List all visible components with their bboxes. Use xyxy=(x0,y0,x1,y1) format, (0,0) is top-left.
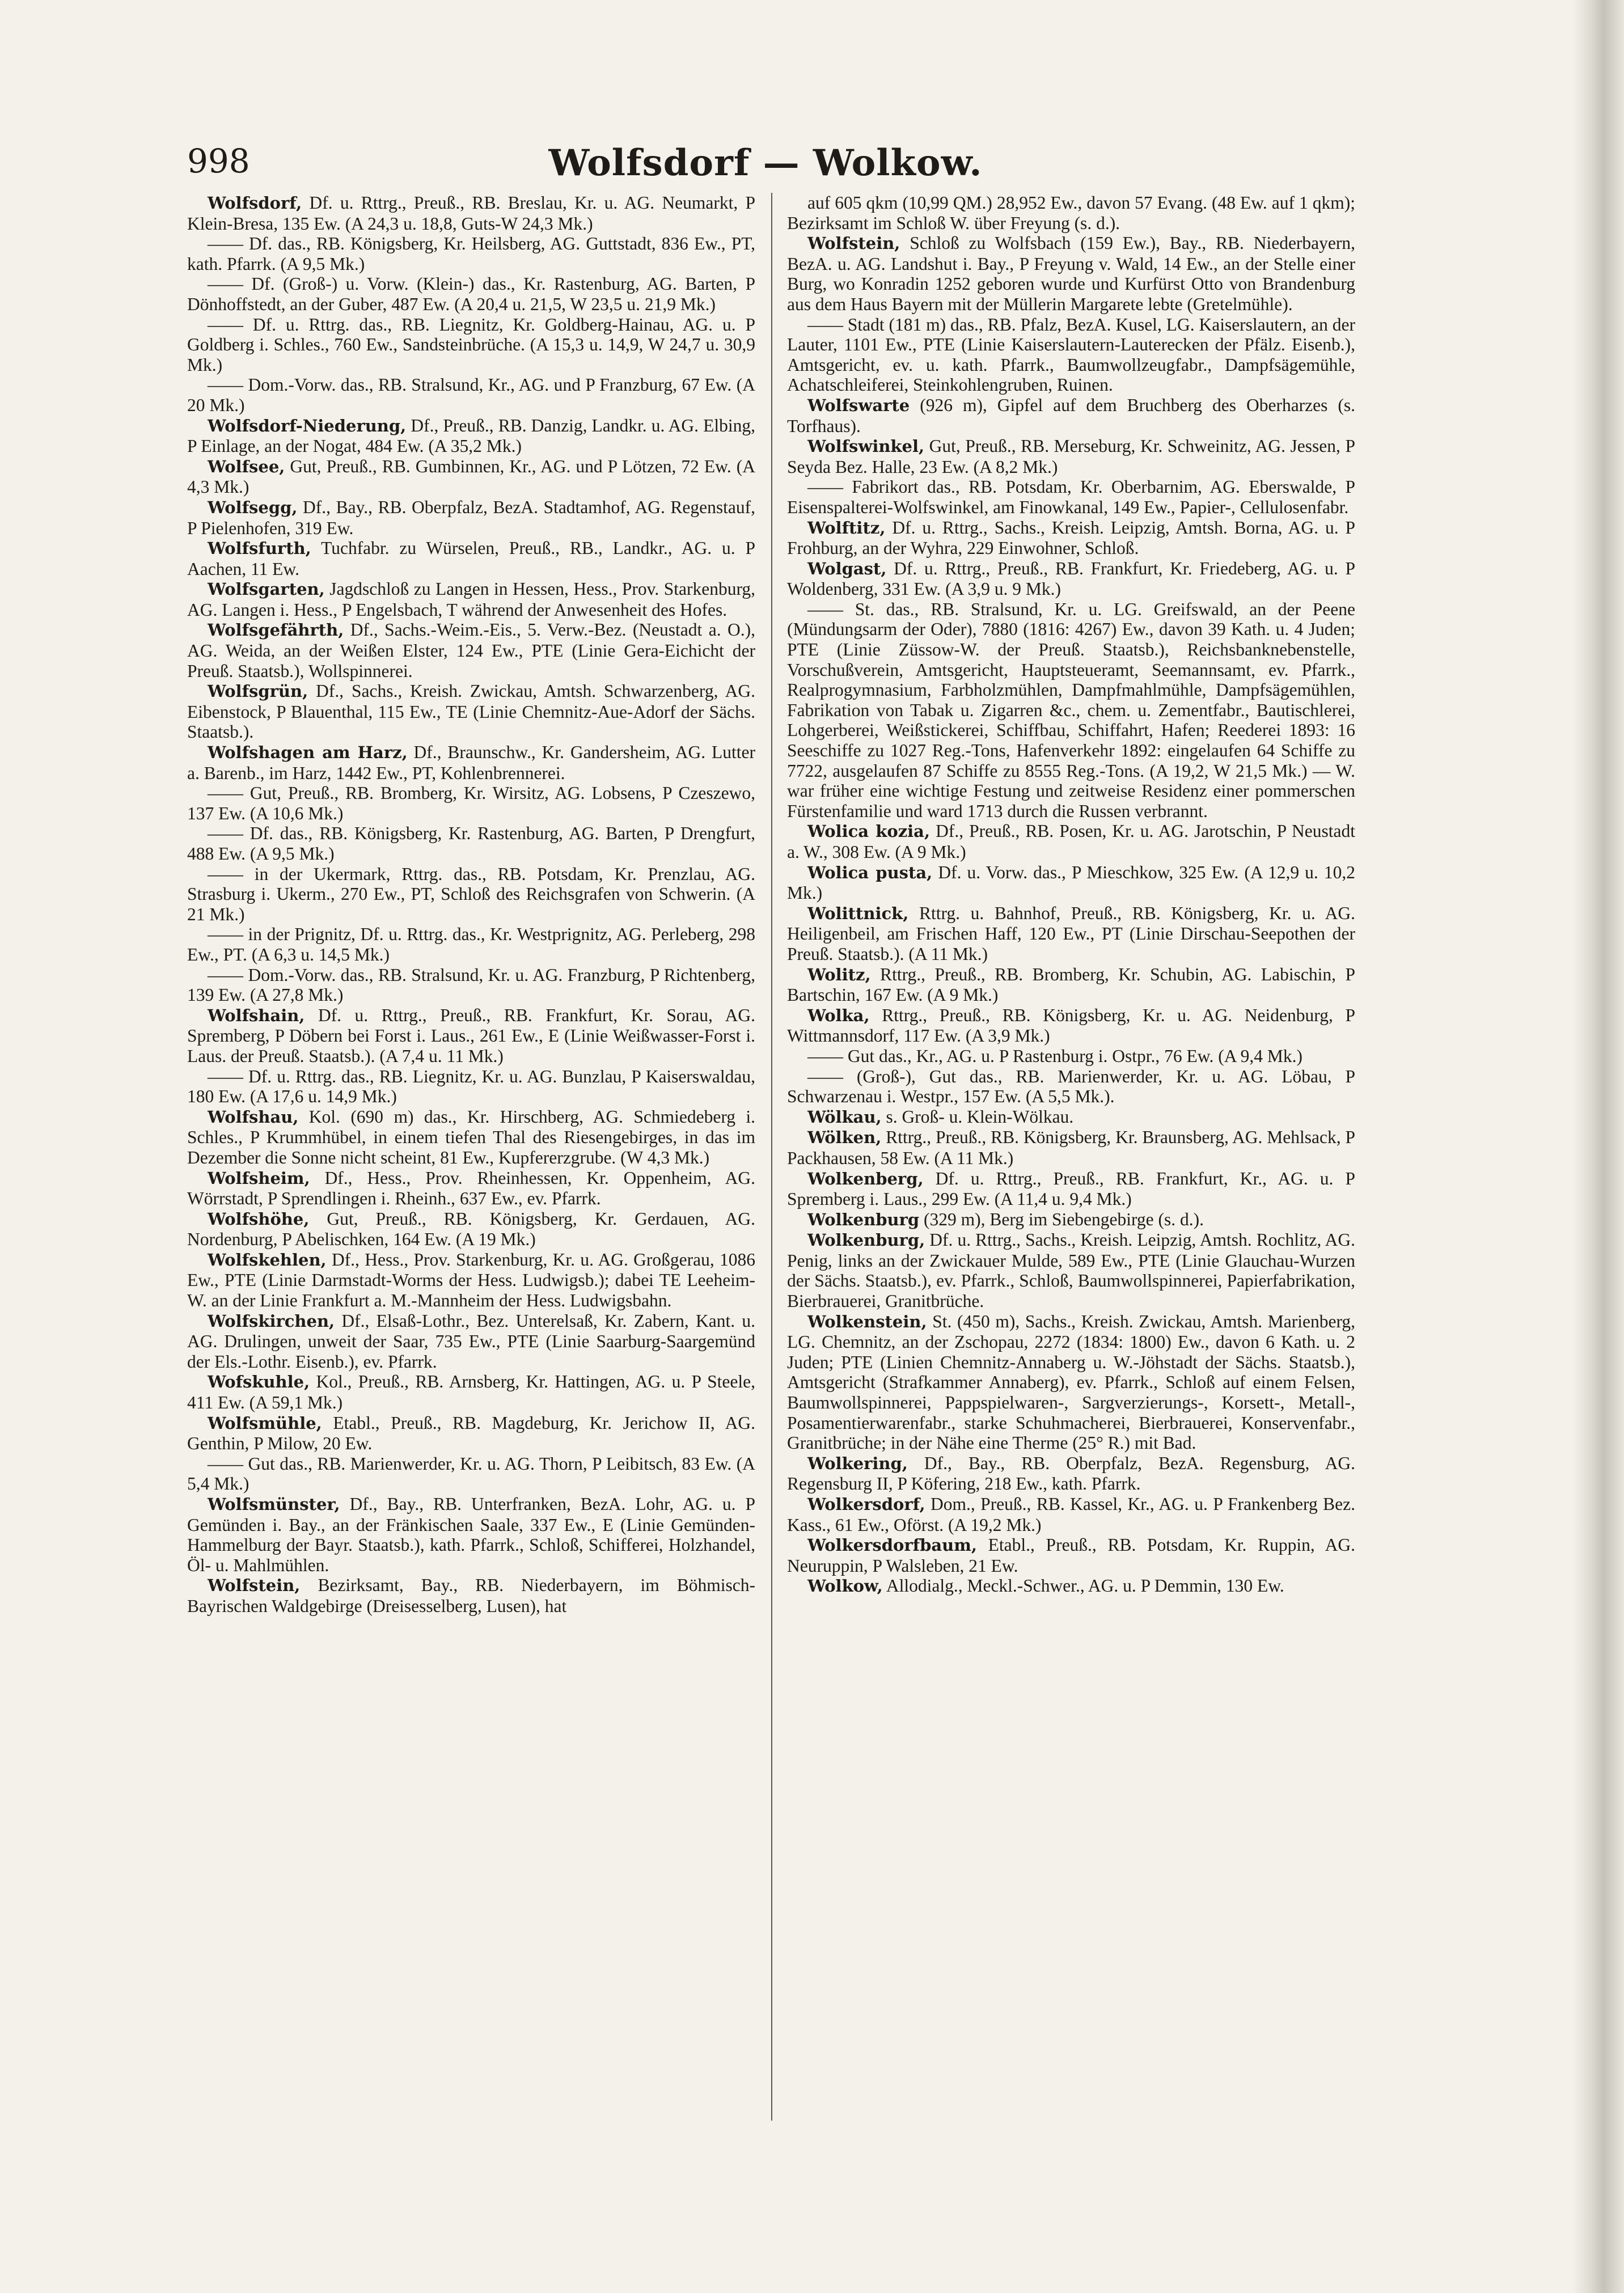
entry-headword: Wolkersdorf, xyxy=(807,1495,925,1514)
dictionary-entry xyxy=(187,1005,755,1067)
left-column xyxy=(187,193,755,2121)
entry-headword: Wolfskehlen, xyxy=(208,1250,327,1270)
entry-text: —— Gut das., RB. Marienwerder, Kr. u. AG. Thorn, P Leibitsch, 83 Ew. (A 5,4 Mk.) xyxy=(187,1453,755,1494)
dictionary-entry xyxy=(187,274,755,314)
entry-text: Df., Hess., Prov. Rheinhessen, Kr. Oppenheim, AG. Wörrstadt, P Sprendlingen i. Rheinh., 637 Ew., ev. Pfarrk. xyxy=(187,1167,755,1209)
dictionary-entry xyxy=(787,1209,1355,1230)
column-divider xyxy=(771,193,772,2121)
entry-text: Df., Braunschw., Kr. Gandersheim, AG. Lutter a. Barenb., im Harz, 1442 Ew., PT, Kohlenbrennerei. xyxy=(187,742,755,783)
entry-text: —— Stadt (181 m) das., RB. Pfalz, BezA. Kusel, LG. Kaiserslautern, an der Lauter, 1101 Ew., PTE (Linie Kaiserslautern-Lauterecken der Pfälz. Eisenb.), Amtsgericht, ev. u. kath. Pfarrk., Baumwollzeugfabr., Dampfsägemühle, Achatschleiferei, Steinkohlengruben, Ruinen. xyxy=(787,314,1355,395)
dictionary-entry xyxy=(787,1005,1355,1046)
dictionary-entry xyxy=(787,436,1355,477)
entry-headword: Wolkering, xyxy=(807,1453,908,1473)
entry-headword: Wolfsdorf, xyxy=(208,193,302,213)
entry-text: Allodialg., Meckl.-Schwer., AG. u. P Demmin, 130 Ew. xyxy=(882,1576,1284,1596)
entry-headword: Wolitz, xyxy=(807,964,871,984)
entry-text: Df., Preuß., RB. Danzig, Landkr. u. AG. Elbing, P Einlage, an der Nogat, 484 Ew. (A 35,2 Mk.) xyxy=(187,415,755,456)
dictionary-entry xyxy=(787,1067,1355,1107)
entry-text: —— in der Prignitz, Df. u. Rttrg. das., Kr. Westprignitz, AG. Perleberg, 298 Ew., PT. (A 6,3 u. 14,5 Mk.) xyxy=(187,924,755,964)
entry-text: Df., Bay., RB. Oberpfalz, BezA. Regensburg, AG. Regensburg II, P Köfering, 218 Ew., kath. Pfarrk. xyxy=(787,1453,1355,1494)
entry-headword: Wolfswarte xyxy=(807,395,910,415)
entry-text: Df., Hess., Prov. Starkenburg, Kr. u. AG. Großgerau, 1086 Ew., PTE (Linie Darmstadt-Worms der Hess. Ludwigsb.); dabei TE Leeheim-W. an der Linie Frankfurt a. M.-Mannheim der Hess. Ludwigsbahn. xyxy=(187,1249,755,1311)
dictionary-entry xyxy=(187,234,755,274)
dictionary-entry xyxy=(187,783,755,823)
entry-headword: Wölkau, xyxy=(807,1107,882,1127)
dictionary-entry xyxy=(187,1168,755,1209)
entry-text: Schloß zu Wolfsbach (159 Ew.), Bay., RB. Niederbayern, BezA. u. AG. Landshut i. Bay., P Freyung v. Wald, 14 Ew., an der Stelle einer Burg, wo Konradin 1252 geboren wurde und Kurfürst Otto von Brandenburg aus dem Haus Bayern mit der Müllerin Margarete lebte (Gretelmühle). xyxy=(787,233,1355,314)
dictionary-entry xyxy=(187,1454,755,1494)
entry-text: —— Df. das., RB. Königsberg, Kr. Heilsberg, AG. Guttstadt, 836 Ew., PT, kath. Pfarrk. (A 9,5 Mk.) xyxy=(187,234,755,274)
dictionary-entry xyxy=(187,1067,755,1107)
entry-headword: Wolkersdorfbaum, xyxy=(807,1535,978,1555)
entry-text: Jagdschloß zu Langen in Hessen, Hess., Prov. Starkenburg, AG. Langen i. Hess., P Engelsbach, T während der Anwesenheit des Hofes. xyxy=(187,579,755,620)
running-title: Wolfsdorf — Wolkow. xyxy=(548,142,983,184)
dictionary-entry xyxy=(187,1413,755,1454)
entry-text: Etabl., Preuß., RB. Potsdam, Kr. Ruppin, AG. Neuruppin, P Walsleben, 21 Ew. xyxy=(787,1535,1355,1576)
dictionary-entry xyxy=(787,518,1355,559)
entry-headword: Wolica kozia, xyxy=(807,822,931,841)
entry-text: Rttrg., Preuß., RB. Bromberg, Kr. Schubin, AG. Labischin, P Bartschin, 167 Ew. (A 9 Mk.) xyxy=(787,964,1355,1005)
entry-text: —— Dom.-Vorw. das., RB. Stralsund, Kr., AG. und P Franzburg, 67 Ew. (A 20 Mk.) xyxy=(187,375,755,415)
dictionary-entry xyxy=(787,395,1355,436)
entry-text: (329 m), Berg im Siebengebirge (s. d.). xyxy=(919,1209,1204,1229)
dictionary-entry xyxy=(187,1575,755,1616)
entry-text: —— St. das., RB. Stralsund, Kr. u. LG. Greifswald, an der Peene (Mündungsarm der Oder), 7880 (1816: 4267) Ew., davon 39 Kath. u. 4 Juden; PTE (Linie Züssow-W. der Preuß. Staatsb.), Reichsbanknebenstelle, Vorschußverein, Amtsgericht, Hauptsteueramt, Seemannsamt, ev. Pfarrk., Realprogymnasium, Farbholzmühlen, Dampfmahlmühle, Dampfsägemühlen, Fabrikation von Tabak u. Zigarren &c., chem. u. Zementfabr., Bautischlerei, Lohgerberei, Weißstickerei, Schiffbau, Schiffahrt, Hafen; Reederei 1893: 16 Seeschiffe zu 1027 Reg.-Tons, Hafenverkehr 1892: eingelaufen 64 Schiffe zu 7722, ausgelaufen 87 Schiffe zu 8555 Reg.-Tons. (A 19,2, W 21,5 Mk.) — W. war früher eine wichtige Festung und zeitweise Residenz einer pommerschen Fürstenfamilie und ward 1713 durch die Russen verbrannt. xyxy=(787,599,1355,821)
entry-headword: Wolfsegg, xyxy=(208,497,298,517)
entry-headword: Wolfstein, xyxy=(208,1576,301,1596)
entry-text: Df., Bay., RB. Oberpfalz, BezA. Stadtamhof, AG. Regenstauf, P Pielenhofen, 319 Ew. xyxy=(187,497,755,538)
entry-headword: Wolfsee, xyxy=(208,456,285,476)
entry-text: Df. u. Rttrg., Sachs., Kreish. Leipzig, Amtsh. Borna, AG. u. P Frohburg, an der Wyhra, 229 Einwohner, Schloß. xyxy=(787,517,1355,559)
dictionary-entry xyxy=(787,1169,1355,1209)
entry-headword: Wolkenberg, xyxy=(807,1169,924,1188)
dictionary-entry xyxy=(787,559,1355,599)
entry-text: Gut, Preuß., RB. Königsberg, Kr. Gerdauen, AG. Nordenburg, P Abelischken, 164 Ew. (A 19 Mk.) xyxy=(187,1208,755,1250)
entry-text: —— Df. u. Rttrg. das., RB. Liegnitz, Kr. Goldberg-Hainau, AG. u. P Goldberg i. Schles., 760 Ew., Sandsteinbrüche. (A 15,3 u. 14,9, W 24,7 u. 30,9 Mk.) xyxy=(187,314,755,375)
dictionary-entry xyxy=(787,233,1355,314)
entry-text: —— (Groß-), Gut das., RB. Marienwerder, Kr. u. AG. Löbau, P Schwarzenau i. Westpr., 157 Ew. (A 5,5 Mk.). xyxy=(787,1066,1355,1107)
dictionary-entry xyxy=(187,193,755,234)
entry-headword: Wolittnick, xyxy=(807,903,909,923)
dictionary-entry xyxy=(787,1230,1355,1311)
entry-text: —— Df. das., RB. Königsberg, Kr. Rastenburg, AG. Barten, P Drengfurt, 488 Ew. (A 9,5 Mk.) xyxy=(187,823,755,864)
entry-headword: Wolfswinkel, xyxy=(807,437,925,456)
dictionary-entry xyxy=(187,315,755,375)
entry-headword: Wolfsfurth, xyxy=(208,539,311,559)
dictionary-entry xyxy=(787,193,1355,233)
entry-headword: Wolfstein, xyxy=(807,234,900,253)
entry-headword: Wolfshöhe, xyxy=(208,1209,310,1229)
entry-text: Kol., Preuß., RB. Arnsberg, Kr. Hattingen, AG. u. P Steele, 411 Ew. (A 59,1 Mk.) xyxy=(187,1372,755,1413)
entry-headword: Wolfskirchen, xyxy=(208,1311,335,1331)
dictionary-entry xyxy=(187,924,755,964)
entry-headword: Wolkenburg xyxy=(807,1209,920,1229)
entry-text: Df. u. Rttrg., Preuß., RB. Breslau, Kr. u. AG. Neumarkt, P Klein-Bresa, 135 Ew. (A 24,3 u. 18,8, Guts-W 24,3 Mk.) xyxy=(187,193,755,234)
dictionary-entry xyxy=(187,416,755,456)
entry-text: Df. u. Rttrg., Preuß., RB. Frankfurt, Kr., AG. u. P Spremberg i. Laus., 299 Ew. (A 11,4 u. 9,4 Mk.) xyxy=(787,1168,1355,1209)
entry-text: Rttrg. u. Bahnhof, Preuß., RB. Königsberg, Kr. u. AG. Heiligenbeil, am Frischen Haff, 120 Ew., PT (Linie Dirschau-Seepothen der Preuß. Staatsb.). (A 11 Mk.) xyxy=(787,903,1355,964)
dictionary-entry xyxy=(787,1494,1355,1535)
dictionary-entry xyxy=(187,375,755,415)
dictionary-entry xyxy=(787,1576,1355,1597)
entry-headword: Wolkow, xyxy=(807,1576,883,1596)
dictionary-entry xyxy=(187,681,755,742)
entry-text: —— Df. (Groß-) u. Vorw. (Klein-) das., Kr. Rastenburg, AG. Barten, P Dönhoffstedt, an der Guber, 487 Ew. (A 20,4 u. 21,5, W 23,5 u. 21,9 Mk.) xyxy=(187,274,755,314)
entry-text: —— Df. u. Rttrg. das., RB. Liegnitz, Kr. u. AG. Bunzlau, P Kaiserswaldau, 180 Ew. (A 17,6 u. 14,9 Mk.) xyxy=(187,1066,755,1107)
entry-text: s. Groß- u. Klein-Wölkau. xyxy=(881,1106,1074,1127)
dictionary-entry xyxy=(787,1535,1355,1576)
dictionary-entry xyxy=(187,1107,755,1168)
entry-text: Df., Sachs., Kreish. Zwickau, Amtsh. Schwarzenberg, AG. Eibenstock, P Blauenthal, 115 Ew., TE (Linie Chemnitz-Aue-Adorf der Sächs. Staatsb.). xyxy=(187,681,755,742)
entry-text: —— Gut das., Kr., AG. u. P Rastenburg i. Ostpr., 76 Ew. (A 9,4 Mk.) xyxy=(807,1046,1302,1066)
entry-text: Df., Preuß., RB. Posen, Kr. u. AG. Jarotschin, P Neustadt a. W., 308 Ew. (A 9 Mk.) xyxy=(787,821,1355,862)
entry-headword: Wolfshain, xyxy=(208,1005,305,1025)
entry-text: Df. u. Rttrg., Preuß., RB. Frankfurt, Kr. Sorau, AG. Spremberg, P Döbern bei Forst i. Laus., 261 Ew., E (Linie Weißwasser-Forst i. Laus. der Preuß. Staatsb.). (A 7,4 u. 11 Mk.) xyxy=(187,1005,755,1066)
entry-text: —— Fabrikort das., RB. Potsdam, Kr. Oberbarnim, AG. Eberswalde, P Eisenspalterei-Wolfswinkel, am Finowkanal, 149 Ew., Papier-, Cellulosenfabr. xyxy=(787,477,1355,517)
dictionary-entry xyxy=(187,538,755,579)
dictionary-entry xyxy=(187,742,755,783)
text-columns xyxy=(187,193,1355,2121)
entry-text: Dom., Preuß., RB. Kassel, Kr., AG. u. P Frankenberg Bez. Kass., 61 Ew., Oförst. (A 19,2 Mk.) xyxy=(787,1494,1355,1535)
entry-text: Bezirksamt, Bay., RB. Niederbayern, im Böhmisch-Bayrischen Waldgebirge (Dreisesselberg, Lusen), hat xyxy=(187,1575,755,1616)
dictionary-entry xyxy=(787,821,1355,862)
dictionary-entry xyxy=(787,599,1355,822)
entry-headword: Wolfsmühle, xyxy=(208,1413,322,1433)
entry-headword: Wolfsheim, xyxy=(208,1168,310,1188)
entry-text: (926 m), Gipfel auf dem Bruchberg des Oberharzes (s. Torfhaus). xyxy=(787,395,1355,436)
entry-headword: Wolfsgefährth, xyxy=(208,620,344,640)
entry-text: Kol. (690 m) das., Kr. Hirschberg, AG. Schmiedeberg i. Schles., P Krummhübel, in einem tiefen Thal des Riesengebirges, in das im Dezember die Sonne nicht scheint, 81 Ew., Kupfererzgrube. (W 4,3 Mk.) xyxy=(187,1106,755,1167)
entry-text: Df., Bay., RB. Unterfranken, BezA. Lohr, AG. u. P Gemünden i. Bay., an der Fränkischen Saale, 337 Ew., E (Linie Gemünden-Hammelburg der Bayr. Staatsb.), kath. Pfarrk., Schloß, Schifferei, Holzhandel, Öl- u. Mahlmühlen. xyxy=(187,1494,755,1575)
dictionary-entry xyxy=(187,864,755,925)
entry-headword: Wolgast, xyxy=(807,559,887,578)
entry-headword: Wolkenstein, xyxy=(807,1312,927,1331)
entry-headword: Wolftitz, xyxy=(807,518,886,538)
dictionary-entry xyxy=(187,1372,755,1412)
entry-headword: Wolfsgrün, xyxy=(208,682,308,701)
entry-text: Df. u. Rttrg., Sachs., Kreish. Leipzig, Amtsh. Rochlitz, AG. Penig, links an der Zwickauer Mulde, 589 Ew., PTE (Linie Glauchau-Wurzen der Sächs. Staatsb.), ev. Pfarrk., Schloß, Baumwollspinnerei, Papierfabrikation, Bierbrauerei, Granitbrüche. xyxy=(787,1230,1355,1312)
entry-headword: Wofskuhle, xyxy=(208,1372,310,1392)
dictionary-entry xyxy=(787,1046,1355,1067)
entry-text: Tuchfabr. zu Würselen, Preuß., RB., Landkr., AG. u. P Aachen, 11 Ew. xyxy=(187,538,755,579)
entry-text: Df. u. Rttrg., Preuß., RB. Frankfurt, Kr. Friedeberg, AG. u. P Woldenberg, 331 Ew. (A 3,9 u. 9 Mk.) xyxy=(787,558,1355,599)
dictionary-entry xyxy=(187,823,755,864)
dictionary-entry xyxy=(187,620,755,681)
dictionary-entry xyxy=(787,1107,1355,1128)
dictionary-entry xyxy=(787,964,1355,1005)
dictionary-entry xyxy=(787,1127,1355,1168)
entry-headword: Wolfsdorf-Niederung, xyxy=(208,416,407,435)
entry-text: Gut, Preuß., RB. Gumbinnen, Kr., AG. und P Lötzen, 72 Ew. (A 4,3 Mk.) xyxy=(187,456,755,497)
dictionary-entry xyxy=(187,1311,755,1372)
entry-text: —— Dom.-Vorw. das., RB. Stralsund, Kr. u. AG. Franzburg, P Richtenberg, 139 Ew. (A 27,8 Mk.) xyxy=(187,964,755,1005)
dictionary-entry xyxy=(187,579,755,620)
dictionary-entry xyxy=(187,1250,755,1311)
entry-headword: Wolfsgarten, xyxy=(208,579,325,599)
dictionary-entry xyxy=(787,1453,1355,1494)
entry-headword: Wolfshagen am Harz, xyxy=(208,743,408,763)
entry-text: Etabl., Preuß., RB. Magdeburg, Kr. Jerichow II, AG. Genthin, P Milow, 20 Ew. xyxy=(187,1412,755,1454)
entry-text: Df. u. Vorw. das., P Mieschkow, 325 Ew. (A 12,9 u. 10,2 Mk.) xyxy=(787,862,1355,903)
entry-text: Df., Sachs.-Weim.-Eis., 5. Verw.-Bez. (Neustadt a. O.), AG. Weida, an der Weißen Elster, 124 Ew., PTE (Linie Gera-Eichicht der Preuß. Staatsb.), Wollspinnerei. xyxy=(187,620,755,681)
entry-headword: Wolka, xyxy=(807,1005,870,1025)
entry-headword: Wolfsmünster, xyxy=(208,1495,340,1514)
entry-text: Df., Elsaß-Lothr., Bez. Unterelsaß, Kr. Zabern, Kant. u. AG. Drulingen, unweit der Saar, 735 Ew., PTE (Linie Saarburg-Saargemünd der Els.-Lothr. Eisenb.), ev. Pfarrk. xyxy=(187,1310,755,1372)
entry-headword: Wölken, xyxy=(807,1128,882,1148)
page-header xyxy=(187,142,1344,193)
dictionary-entry xyxy=(187,497,755,538)
dictionary-entry xyxy=(187,1209,755,1250)
entry-headword: Wolfshau, xyxy=(208,1107,299,1127)
dictionary-entry xyxy=(787,903,1355,964)
page-number: 998 xyxy=(187,142,250,180)
dictionary-entry xyxy=(187,1494,755,1575)
entry-headword: Wolkenburg, xyxy=(807,1230,925,1250)
dictionary-entry xyxy=(787,315,1355,395)
entry-text: Rttrg., Preuß., RB. Königsberg, Kr. u. AG. Neidenburg, P Wittmannsdorf, 117 Ew. (A 3,9 Mk.) xyxy=(787,1005,1355,1046)
entry-text: —— in der Ukermark, Rttrg. das., RB. Potsdam, Kr. Prenzlau, AG. Strasburg i. Ukerm., 270 Ew., PT, Schloß des Reichsgrafen von Schwerin. (A 21 Mk.) xyxy=(187,864,755,924)
dictionary-entry xyxy=(187,965,755,1005)
right-column xyxy=(787,193,1355,2121)
dictionary-entry xyxy=(787,477,1355,517)
entry-text: Rttrg., Preuß., RB. Königsberg, Kr. Braunsberg, AG. Mehlsack, P Packhausen, 58 Ew. (A 11 Mk.) xyxy=(787,1127,1355,1168)
dictionary-entry xyxy=(787,1312,1355,1453)
dictionary-entry xyxy=(787,862,1355,903)
entry-text: St. (450 m), Sachs., Kreish. Zwickau, Amtsh. Marienberg, LG. Chemnitz, an der Zschopau, 2272 (1834: 1800) Ew., davon 6 Kath. u. 2 Juden; PTE (Linien Chemnitz-Annaberg u. W.-Jöhstadt der Sächs. Staatsb.), Amtsgericht (Strafkammer Annaberg), ev. Pfarrk., Schloß auf einem Felsen, Baumwollspinnerei, Pappspielwaren-, Sargverzierungs-, Korsett-, Metall-, Posamentierwarenfabr., starke Schuhmacherei, Bierbrauerei, Konservenfabr., Granitbrüche; in der Nähe eine Therme (25° R.) mit Bad. xyxy=(787,1311,1355,1453)
entry-text: auf 605 qkm (10,99 QM.) 28,952 Ew., davon 57 Evang. (48 Ew. auf 1 qkm); Bezirksamt im Schloß W. über Freyung (s. d.). xyxy=(787,193,1355,233)
entry-text: —— Gut, Preuß., RB. Bromberg, Kr. Wirsitz, AG. Lobsens, P Czeszewo, 137 Ew. (A 10,6 Mk.) xyxy=(187,783,755,823)
scan-edge xyxy=(1573,0,1624,2293)
entry-text: Gut, Preuß., RB. Merseburg, Kr. Schweinitz, AG. Jessen, P Seyda Bez. Halle, 23 Ew. (A 8,2 Mk.) xyxy=(787,436,1355,477)
dictionary-entry xyxy=(187,456,755,497)
entry-headword: Wolica pusta, xyxy=(807,862,933,882)
